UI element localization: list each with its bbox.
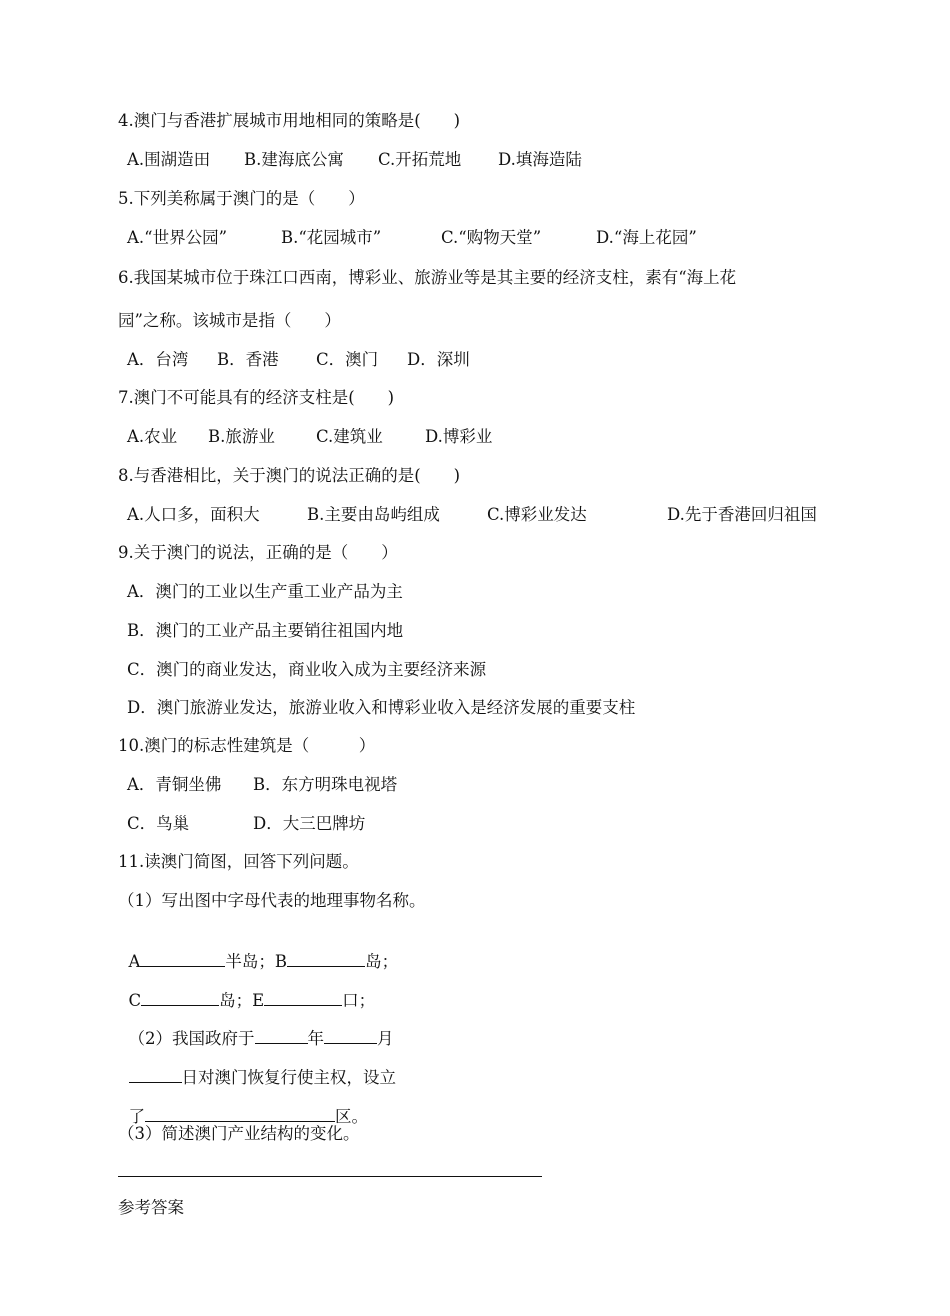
q7-option-b: B.旅游业 [208, 427, 275, 446]
q7-stem: 7.澳门不可能具有的经济支柱是( ) [118, 388, 395, 407]
q9-option-a: A．澳门的工业以生产重工业产品为主 [127, 582, 403, 601]
q9-option-c: C．澳门的商业发达，商业收入成为主要经济来源 [127, 660, 487, 679]
q11-line-c-e [118, 969, 375, 1011]
q5-option-a: A.“世界公园” [127, 228, 228, 247]
q6-option-a: A．台湾 [127, 350, 189, 369]
blank-c-island[interactable] [141, 989, 219, 1006]
label-mouth: 口； [342, 991, 376, 1010]
label-island-e: 岛；E [219, 991, 265, 1010]
label-a: A [128, 952, 141, 971]
q10-stem: 10.澳门的标志性建筑是（ ） [118, 736, 376, 755]
blank-day[interactable] [129, 1066, 182, 1083]
q4-option-d: D.填海造陆 [498, 150, 582, 169]
label-year: 年 [307, 1029, 324, 1048]
q5-option-b: B.“花园城市” [281, 228, 382, 247]
q10-option-c: C．鸟巢 [127, 814, 190, 833]
q10-option-d: D．大三巴牌坊 [253, 814, 366, 833]
q6-option-d: D．深圳 [407, 350, 470, 369]
label-c: C [128, 991, 142, 1010]
q7-option-d: D.博彩业 [425, 427, 493, 446]
q5-option-d: D.“海上花园” [596, 228, 697, 247]
q6-option-b: B．香港 [217, 350, 279, 369]
label-island: 岛； [365, 952, 399, 971]
q8-option-b: B.主要由岛屿组成 [307, 505, 440, 524]
q6-stem-line2: 园”之称。该城市是指（ ） [118, 311, 341, 330]
q11-sub2-line2 [118, 1046, 396, 1088]
q4-option-c: C.开拓荒地 [378, 150, 462, 169]
blank-region[interactable] [145, 1105, 335, 1122]
label-peninsula-b: 半岛；B [225, 952, 288, 971]
blank-year[interactable] [255, 1027, 308, 1044]
q5-stem: 5.下列美称属于澳门的是（ ） [118, 189, 365, 208]
q5-option-c: C.“购物天堂” [441, 228, 542, 247]
q11-sub2-line1 [118, 1007, 394, 1049]
label-month: 月 [377, 1029, 394, 1048]
q4-option-a: A.围湖造田 [127, 150, 211, 169]
blank-a-peninsula[interactable] [140, 950, 225, 967]
blank-e-mouth[interactable] [264, 989, 342, 1006]
q7-option-c: C.建筑业 [316, 427, 383, 446]
q7-option-a: A.农业 [127, 427, 178, 446]
q11-sub3: （3）简述澳门产业结构的变化。 [118, 1124, 360, 1143]
q11-line-a-b [118, 930, 398, 972]
answers-heading: 参考答案 [118, 1198, 184, 1217]
q8-option-c: C.博彩业发达 [487, 505, 587, 524]
q9-stem: 9.关于澳门的说法，正确的是（ ） [118, 543, 398, 562]
q11-stem: 11.读澳门简图，回答下列问题。 [118, 852, 359, 871]
q9-option-b: B．澳门的工业产品主要销往祖国内地 [127, 621, 404, 640]
q8-option-a: A.人口多，面积大 [127, 505, 260, 524]
q11-sub2-line3 [118, 1085, 368, 1127]
q4-stem: 4.澳门与香港扩展城市用地相同的策略是( ) [118, 111, 461, 130]
q11-sub1: （1）写出图中字母代表的地理事物名称。 [118, 891, 426, 910]
blank-b-island[interactable] [287, 950, 365, 967]
label-le: 了 [128, 1107, 145, 1126]
label-day-line: 日对澳门恢复行使主权，设立 [181, 1068, 396, 1087]
q6-option-c: C．澳门 [316, 350, 379, 369]
label-qu: 区。 [335, 1107, 368, 1126]
blank-month[interactable] [324, 1027, 377, 1044]
q10-option-b: B．东方明珠电视塔 [253, 775, 398, 794]
q6-stem-line1: 6.我国某城市位于珠江口西南，博彩业、旅游业等是其主要的经济支柱，素有“海上花 [118, 268, 737, 287]
answer-line[interactable] [118, 1176, 542, 1177]
q8-stem: 8.与香港相比，关于澳门的说法正确的是( ) [118, 466, 461, 485]
q8-option-d: D.先于香港回归祖国 [667, 505, 817, 524]
sub2-prefix: （2）我国政府于 [128, 1029, 255, 1048]
q9-option-d: D．澳门旅游业发达，旅游业收入和博彩业收入是经济发展的重要支柱 [127, 698, 636, 717]
q10-option-a: A．青铜坐佛 [127, 775, 222, 794]
q4-option-b: B.建海底公寓 [244, 150, 344, 169]
